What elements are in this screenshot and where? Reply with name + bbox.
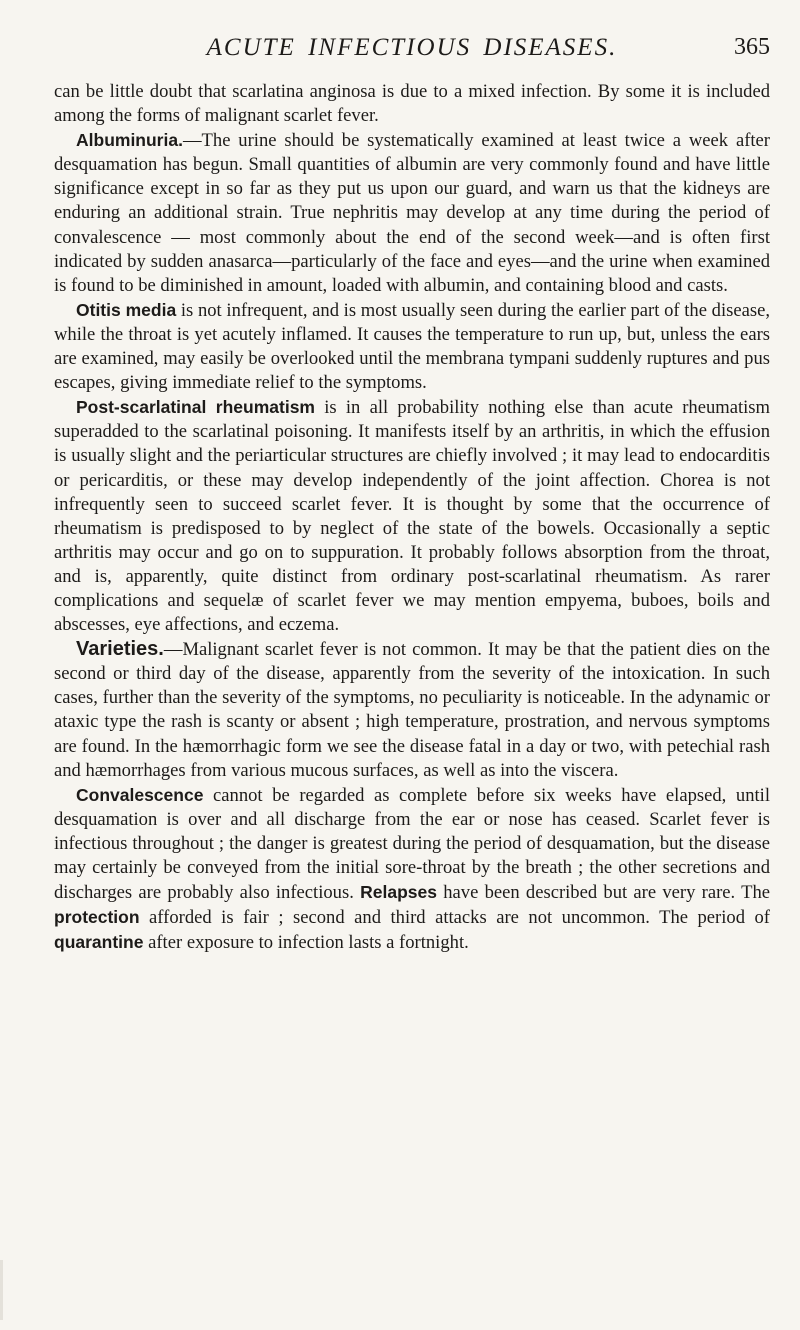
paragraph-rheumatism bbox=[54, 395, 770, 637]
paragraph-text: afforded is fair ; second and third attacks are not uncommon. The period of bbox=[139, 907, 770, 929]
paragraph-text: after exposure to infection lasts a fortnight. bbox=[143, 932, 469, 954]
page-edge-mark bbox=[0, 1260, 3, 1320]
term-relapses: Relapses bbox=[360, 882, 437, 903]
paragraph-otitis-media bbox=[54, 298, 770, 395]
term-quarantine: quarantine bbox=[54, 932, 144, 953]
page-header bbox=[54, 32, 770, 72]
paragraph-text: cannot be regarded as complete before six weeks have elapsed, until desquamation is over and all discharge from the ear or nose has ceased. Scarlet fever is infectious throughout ; the danger is greatest during the period of desquamation, but the disease may certainly be conveyed from the initial sore-throat by the breath ; the other secretions and discharges are probably also infectious. bbox=[54, 784, 770, 904]
paragraph-continuation bbox=[54, 80, 770, 128]
paragraph-albuminuria bbox=[54, 128, 770, 298]
book-page bbox=[54, 32, 770, 955]
paragraph-text: —The urine should be systematically examined at least twice a week after desquamation has begun. Small quantities of albumin are very commonly found and have little significance except in so far as they put us upon our guard, and warn us that the kidneys are enduring an additional strain. True nephritis may develop at any time during the period of convalescence — most commonly about the end of the second week—and is often first indicated by sudden anasarca—particularly of the face and eyes—and the urine when examined is found to be diminished in amount, loaded with albumin, and containing blood and casts. bbox=[54, 130, 770, 296]
paragraph-varieties bbox=[54, 637, 770, 783]
section-heading-otitis-media: Otitis media bbox=[76, 299, 177, 320]
paragraph-text: have been described but are very rare. The bbox=[436, 882, 771, 904]
paragraph-text: is not infrequent, and is most usually seen during the earlier part of the disease, while the throat is yet acutely inflamed. It causes the temperature to run up, but, unless the ears are examined, may easily be overlooked until the membrana tympani suddenly ruptures and pus escapes, giving immediate relief to the symptoms. bbox=[54, 299, 770, 394]
paragraph-text: can be little doubt that scarlatina anginosa is due to a mixed infection. By some it is included among the forms of malignant scarlet fever. bbox=[54, 81, 770, 127]
body-text bbox=[54, 80, 770, 955]
paragraph-convalescence bbox=[54, 783, 770, 956]
section-heading-convalescence: Convalescence bbox=[76, 784, 204, 805]
section-heading-rheumatism: Post-scarlatinal rheumatism bbox=[76, 397, 315, 418]
term-protection: protection bbox=[54, 907, 140, 928]
running-title: ACUTE INFECTIOUS DISEASES. bbox=[206, 34, 618, 61]
paragraph-text: —Malignant scarlet fever is not common. It may be that the patient dies on the second or third day of the disease, apparently from the severity of the intoxication. In such cases, further than the severity of the symptoms, no peculiarity is noticeable. In the adynamic or ataxic type the rash is scanty or absent ; high temperature, prostration, and nervous symptoms are found. In the hæmorrhagic form we see the disease fatal in a day or two, with petechial rash and hæmorrhages from various mucous surfaces, as well as into the viscera. bbox=[54, 639, 770, 781]
section-heading-albuminuria: Albuminuria. bbox=[76, 130, 183, 151]
page-number: 365 bbox=[734, 34, 770, 60]
paragraph-text: is in all probability nothing else than acute rheumatism superadded to the scarlatinal poisoning. It manifests itself by an arthritis, in which the effusion is usually slight and the periarticular structures are chiefly involved ; it may lead to endocarditis or pericarditis, or these may develop independently of the joint affection. Chorea is not infrequently seen to succeed scarlet fever. It is thought by some that the occurrence of rheumatism is predisposed to by neglect of the state of the bowels. Occasionally a septic arthritis may occur and go on to suppuration. It probably follows absorption from the throat, and is, apparently, quite distinct from ordinary post-scarlatinal rheumatism. As rarer complications and sequelæ of scarlet fever we may mention empyema, buboes, boils and abscesses, eye affections, and eczema. bbox=[54, 397, 771, 636]
section-heading-varieties: Varieties. bbox=[76, 638, 164, 661]
